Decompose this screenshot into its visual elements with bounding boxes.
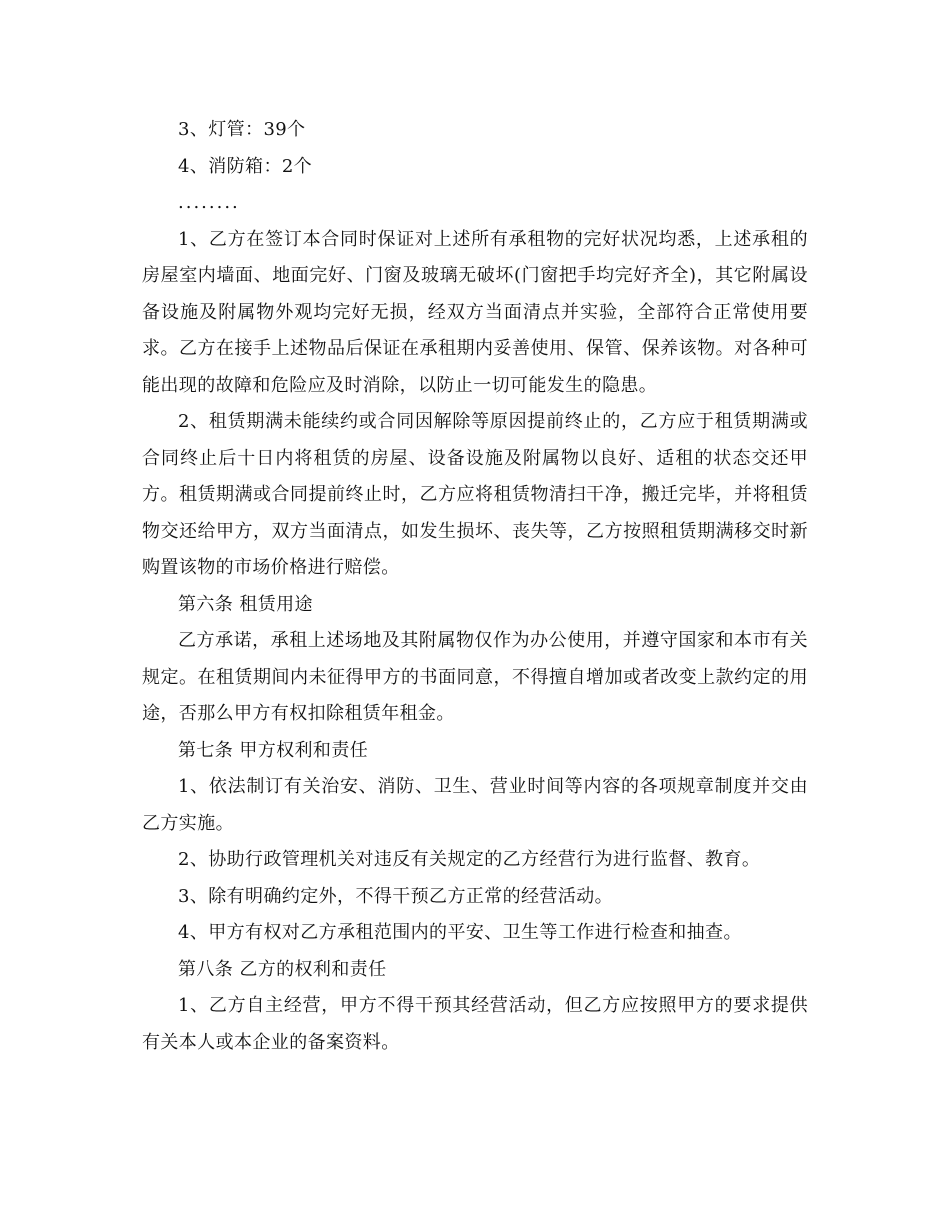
clause-paragraph-usage: 乙方承诺，承租上述场地及其附属物仅作为办公使用，并遵守国家和本市有关规定。在租赁期间内未征得甲方的书面同意，不得擅自增加或者改变上款约定的用途，否那么甲方有权扣除租赁年租金。 — [142, 630, 808, 724]
section-heading-article-8: 第八条 乙方的权利和责任 — [178, 958, 387, 980]
section-heading-article-6: 第六条 租赁用途 — [178, 593, 313, 615]
clause-paragraph-party-a-3: 3、除有明确约定外，不得干预乙方正常的经营活动。 — [178, 885, 614, 907]
document-body — [142, 112, 808, 1061]
clause-paragraph-party-a-4: 4、甲方有权对乙方承租范围内的平安、卫生等工作进行检查和抽查。 — [178, 922, 742, 943]
clause-paragraph-party-a-2: 2、协助行政管理机关对违反有关规定的乙方经营行为进行监督、教育。 — [178, 849, 761, 870]
clause-paragraph-party-b-1: 1、乙方自主经营，甲方不得干预其经营活动，但乙方应按照甲方的要求提供有关本人或本企业的备案资料。 — [142, 995, 808, 1053]
clause-paragraph-condition: 1、乙方在签订本合同时保证对上述所有承租物的完好状况均悉，上述承租的房屋室内墙面、地面完好、门窗及玻璃无破坏(门窗把手均完好齐全)，其它附属设备设施及附属物外观均完好无损，经双方当面清点并实验，全部符合正常使用要求。乙方在接手上述物品后保证在承租期内妥善使用、保管、保养该物。对各种可能出现的故障和危险应及时消除，以防止一切可能发生的隐患。 — [142, 228, 808, 396]
list-item-lamps: 3、灯管：39个 — [178, 119, 306, 140]
clause-paragraph-return: 2、租赁期满未能续约或合同因解除等原因提前终止的，乙方应于租赁期满或合同终止后十日内将租赁的房屋、设备设施及附属物以良好、适租的状态交还甲方。租赁期满或合同提前终止时，乙方应将租赁物清扫干净，搬迁完毕，并将租赁物交还给甲方，双方当面清点，如发生损坏、丧失等，乙方按照租赁期满移交时新购置该物的市场价格进行赔偿。 — [142, 411, 808, 578]
list-item-fire-boxes: 4、消防箱：2个 — [178, 155, 313, 177]
clause-paragraph-party-a-1: 1、依法制订有关治安、消防、卫生、营业时间等内容的各项规章制度并交由乙方实施。 — [142, 776, 808, 834]
section-heading-article-7: 第七条 甲方权利和责任 — [178, 739, 369, 761]
ellipsis-line: ........ — [178, 192, 240, 213]
